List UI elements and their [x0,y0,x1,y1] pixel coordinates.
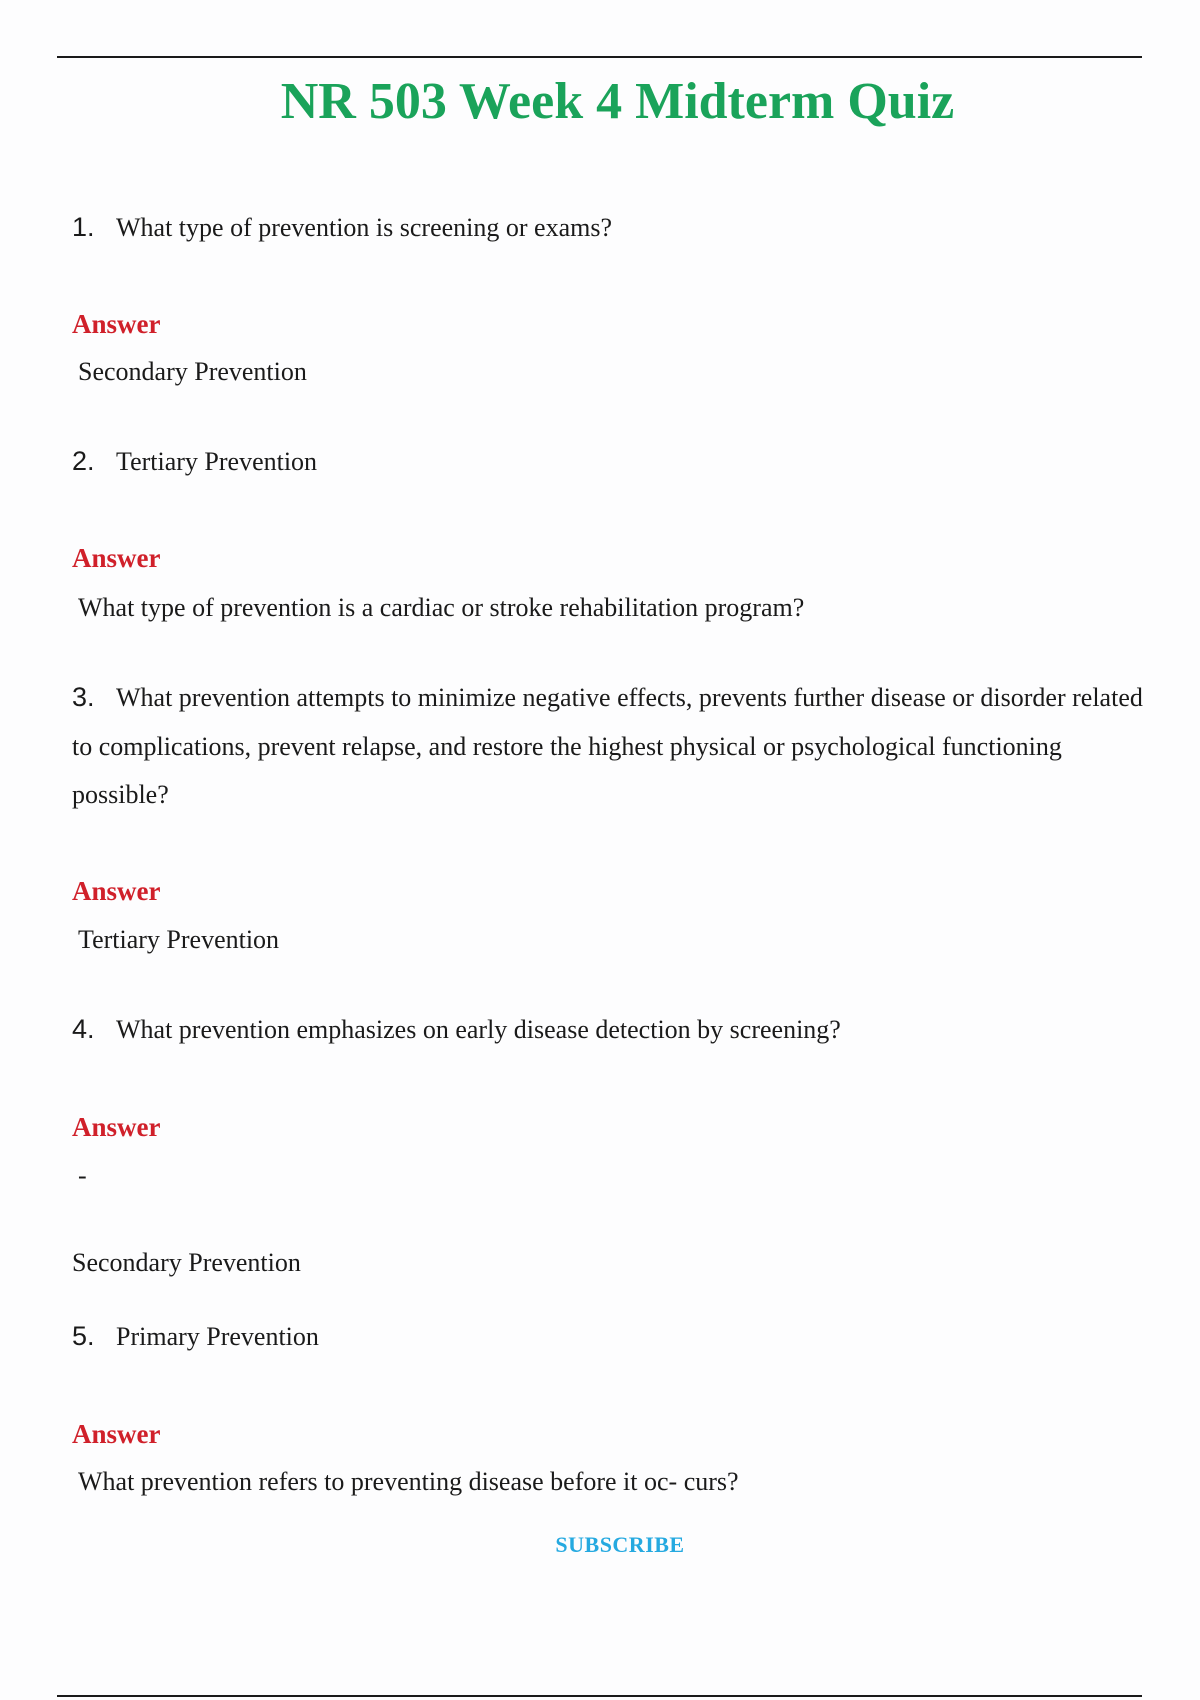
question-text: What prevention emphasizes on early disease detection by screening? [116,1015,841,1044]
question-4 [72,1013,841,1046]
answer-label: Answer [72,876,161,906]
question-number: 3. [72,682,95,712]
question-text: Tertiary Prevention [116,447,318,476]
question-number: 1. [72,212,95,242]
question-number: 2. [72,446,95,476]
answer-text: What type of prevention is a cardiac or stroke rehabilitation program? [78,593,805,622]
answer-text: What prevention refers to preventing disease before it oc- curs? [78,1467,739,1496]
answer-text: Tertiary Prevention [78,925,280,954]
question-text: Primary Prevention [116,1322,319,1351]
answer-text: Secondary Prevention [78,357,307,386]
question-1 [72,211,612,244]
bottom-rule [57,1695,1142,1697]
question-text: What prevention attempts to minimize negative effects, prevents further disease or disorder related to complications, prevent relapse, and restore the highest physical or psychological functioning possible? [72,683,1143,809]
answer-text: - [78,1161,87,1190]
question-number: 4. [72,1014,95,1044]
top-rule [57,56,1142,58]
subscribe-link[interactable]: SUBSCRIBE [555,1532,685,1557]
page-title: NR 503 Week 4 Midterm Quiz [280,73,955,130]
question-number: 5. [72,1321,95,1351]
answer-label: Answer [72,309,161,339]
answer-label: Answer [72,1419,161,1449]
question-3 [72,673,1152,820]
answer-continuation: Secondary Prevention [72,1248,301,1277]
question-text: What type of prevention is screening or exams? [116,213,612,242]
answer-label: Answer [72,543,161,573]
question-5 [72,1320,319,1353]
answer-label: Answer [72,1112,161,1142]
question-2 [72,445,317,478]
